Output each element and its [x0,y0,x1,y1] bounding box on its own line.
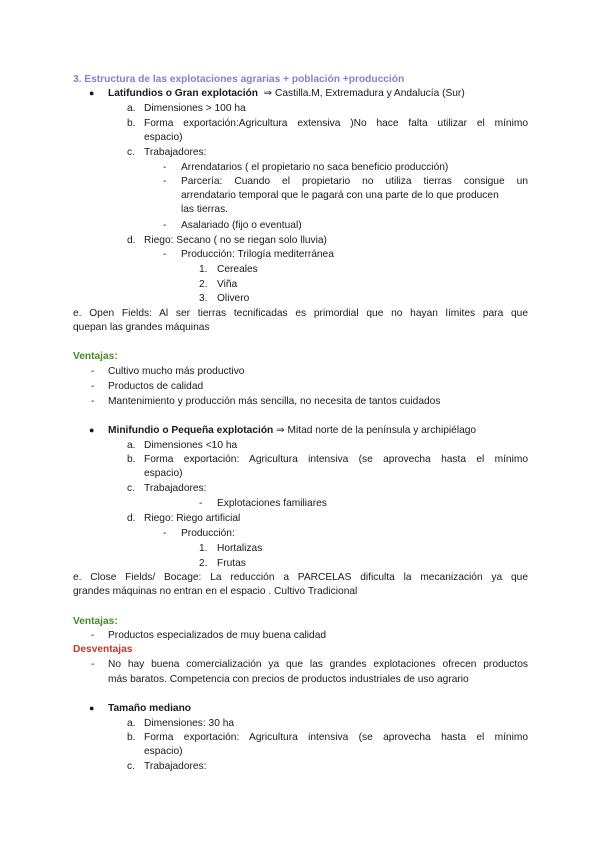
dash: - [91,366,95,377]
bullet-latifundios: ● [89,88,95,98]
dash: - [91,659,95,670]
lat-ventaja-item: Cultivo mucho más productivo [108,366,245,377]
minifundio-region: ⇒ Mitad norte de la península y archipiélago [276,425,477,436]
num-1: 1. [199,543,208,554]
lat-ventaja-item: Productos de calidad [108,381,204,392]
mini-desventaja-line1: No hay buena comercialización ya que las grandes explotaciones ofrecen productos [108,659,528,670]
marker-d: d. [127,235,136,246]
dash: - [163,176,167,187]
med-forma-line2: espacio) [144,746,183,757]
lat-arrendatarios: Arrendatarios ( el propietario no saca beneficio producción) [181,162,449,173]
dash: - [91,630,95,641]
marker-b: b. [127,732,136,743]
lat-ventajas-label: Ventajas: [73,351,118,362]
latifundios-heading-line [108,87,465,100]
lat-prod-item: Olivero [217,293,250,304]
mediano-heading: Tamaño mediano [108,703,192,714]
marker-c: c. [127,147,135,158]
num-2: 2. [199,279,208,290]
mini-trabajadores: Trabajadores: [144,483,207,494]
marker-a: a. [127,103,136,114]
med-forma-line1: Forma exportación: Agricultura intensiva (se aprovecha hasta el mínimo [144,732,528,743]
mini-forma-line2: espacio) [144,468,183,479]
minifundio-heading-line [108,424,476,437]
mini-prod-item: Frutas [217,558,246,569]
dash: - [163,249,167,260]
num-2: 2. [199,558,208,569]
latifundios-heading: Latifundios o Gran explotación [108,88,258,99]
lat-trabajadores: Trabajadores: [144,147,207,158]
dash: - [199,498,203,509]
lat-forma-line1: Forma exportación:Agricultura extensiva )No hace falta utilizar el mínimo [144,118,528,129]
med-dimensiones: Dimensiones: 30 ha [144,718,235,729]
dash: - [91,381,95,392]
mini-produccion: Producción: [181,528,235,539]
close-fields-line2: grandes máquinas no entran en el espacio . Cultivo Tradicional [73,586,358,597]
open-fields-line2: quepan las grandes máquinas [73,322,210,333]
lat-dimensiones: Dimensiones > 100 ha [144,103,246,114]
lat-asalariado: Asalariado (fijo o eventual) [181,220,302,231]
section-title: 3. Estructura de las explotaciones agrarias + población +producción [73,74,405,85]
lat-prod-item: Viña [217,279,238,290]
mini-desventaja-line2: más baratos. Competencia con precios de productos industriales de uso agrario [108,674,469,685]
mini-ventajas-label: Ventajas: [73,616,118,627]
lat-prod-item: Cereales [217,264,258,275]
mini-ventaja-item: Productos especializados de muy buena calidad [108,630,327,641]
lat-parceria-line1: Parcería: Cuando el propietario no utiliza tierras consigue un [181,176,528,187]
latifundios-region: ⇒ Castilla.M, Extremadura y Andalucía (Sur) [263,88,465,99]
bullet-mediano: ● [89,703,95,713]
mini-riego: Riego: Riego artificial [144,513,241,524]
lat-riego: Riego: Secano ( no se riegan solo lluvia) [144,235,327,246]
mini-familiares: Explotaciones familiares [217,498,327,509]
bullet-minifundio: ● [89,425,95,435]
mini-forma-line1: Forma exportación: Agricultura intensiva (se aprovecha hasta el mínimo [144,454,528,465]
lat-produccion: Producción: Trilogía mediterránea [181,249,334,260]
dash: - [91,396,95,407]
marker-c: c. [127,483,135,494]
marker-b: b. [127,118,136,129]
marker-c: c. [127,761,135,772]
mini-prod-item: Hortalizas [217,543,263,554]
mini-dimensiones: Dimensiones <10 ha [144,440,238,451]
med-trabajadores: Trabajadores: [144,761,207,772]
marker-a: a. [127,718,136,729]
num-1: 1. [199,264,208,275]
dash: - [163,220,167,231]
marker-b: b. [127,454,136,465]
open-fields-line1: e. Open Fields: Al ser tierras tecnificadas es primordial que no hayan límites para que [73,308,528,319]
lat-ventaja-item: Mantenimiento y producción más sencilla, no necesita de tantos cuidados [108,396,441,407]
lat-parceria-line2: arrendatario temporal que le pagará con una parte de lo que producen [181,190,499,201]
minifundio-heading: Minifundio o Pequeña explotación [108,425,274,436]
dash: - [163,162,167,173]
mini-desventajas-label: Desventajas [73,644,133,655]
lat-forma-line2: espacio) [144,132,183,143]
num-3: 3. [199,293,208,304]
close-fields-line1: e. Close Fields/ Bocage: La reducción a PARCELAS dificulta la mecanización ya que [73,572,528,583]
lat-parceria-line3: las tierras. [181,204,228,215]
marker-a: a. [127,440,136,451]
dash: - [163,528,167,539]
marker-d: d. [127,513,136,524]
